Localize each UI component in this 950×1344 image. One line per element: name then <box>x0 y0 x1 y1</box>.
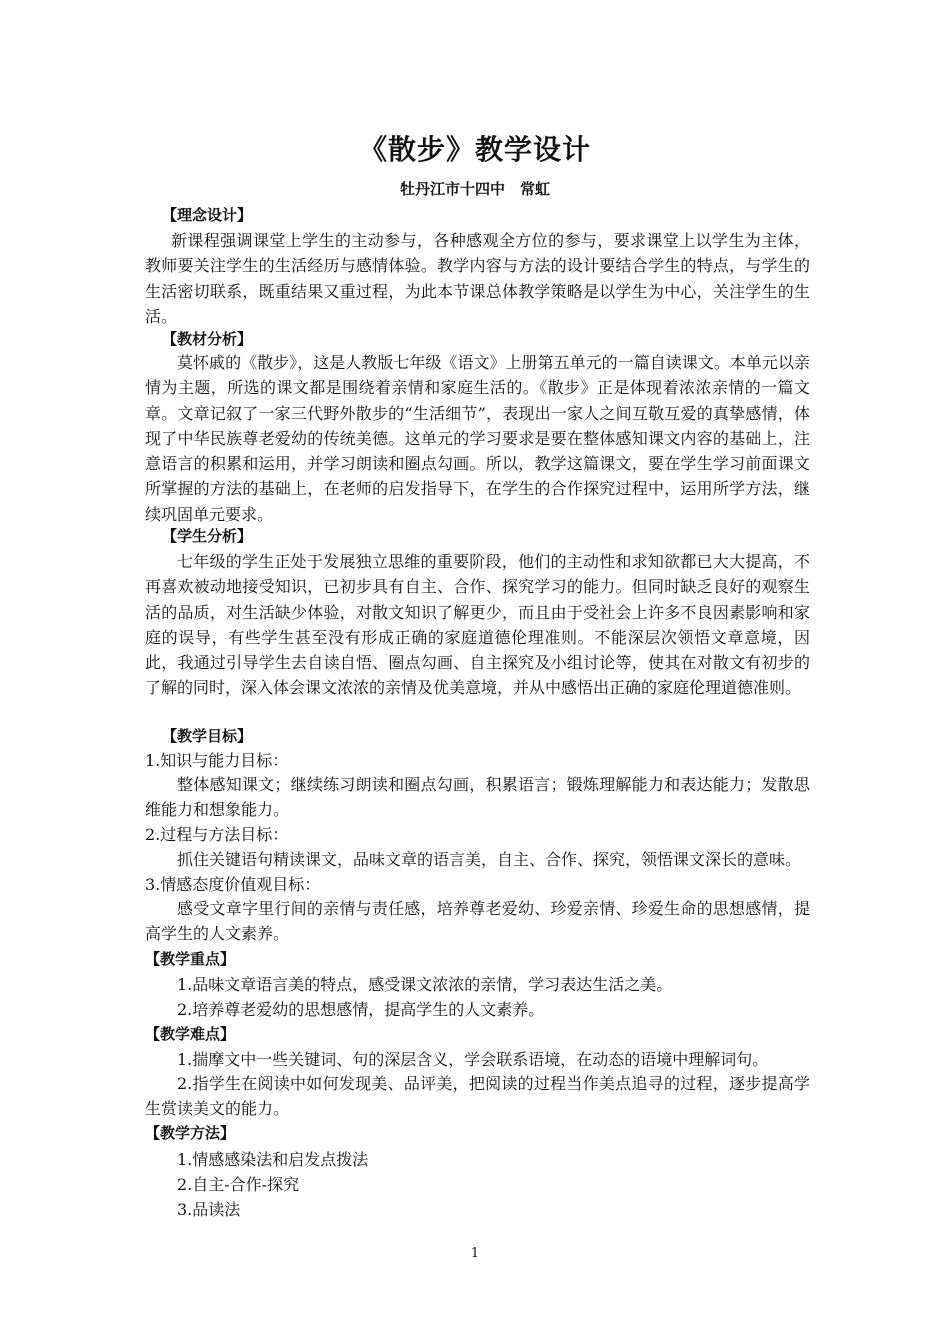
method-1: 1.情感感染法和启发点拨法 <box>177 1150 369 1169</box>
paragraph-textbook: 莫怀戚的《散步》，这是人教版七年级《语文》上册第五单元的一篇自读课文。本单元以亲情为主题，所选的课文都是围绕着亲情和家庭生活的。《散步》正是体现着浓浓亲情的一篇文章。文章记叙了一家三代野外散步的“生活细节”，表现出一家人之间互敬互爱的真挚感情，体现了中华民族尊老爱幼的传统美德。这单元的学习要求是要在整体感知课文内容的基础上，注意语言的积累和运用，并学习朗读和圈点勾画。所以，教学这篇课文，要在学生学习前面课文所掌握的方法的基础上，在老师的启发指导下，在学生的合作探究过程中，运用所学方法，继续巩固单元要求。 <box>145 353 810 524</box>
document-author: 牡丹江市十四中 常虹 <box>399 180 550 198</box>
goal-1-body: 整体感知课文；继续练习朗读和圈点勾画，积累语言；锻炼理解能力和表达能力；发散思维能力和想象能力。 <box>145 775 810 820</box>
method-3: 3.品读法 <box>177 1200 241 1219</box>
difficulty-1: 1.揣摩文中一些关键词、句的深层含义，学会联系语境，在动态的语境中理解词句。 <box>177 1050 769 1069</box>
goal-1-label: 1.知识与能力目标： <box>145 751 289 770</box>
section-heading-goals: 【教学目标】 <box>162 727 253 745</box>
document-title: 《散步》教学设计 <box>358 133 591 166</box>
goal-2-label: 2.过程与方法目标： <box>145 825 289 844</box>
goal-3-label: 3.情感态度价值观目标： <box>145 875 321 894</box>
section-heading-textbook: 【教材分析】 <box>162 330 253 348</box>
paragraph-students: 七年级的学生正处于发展独立思维的重要阶段，他们的主动性和求知欲都已大大提高，不再喜欢被动地接受知识，已初步具有自主、合作、探究学习的能力。但同时缺乏良好的观察生活的品质，对生活缺少体验，对散文知识了解更少，而且由于受社会上许多不良因素影响和家庭的误导，有些学生甚至没有形成正确的家庭道德伦理准则。不能深层次领悟文章意境，因此，我通过引导学生去自读自悟、圈点勾画、自主探究及小组讨论等，使其在对散文有初步的了解的同时，深入体会课文浓浓的亲情及优美意境，并从中感悟出正确的家庭伦理道德准则。 <box>145 552 810 698</box>
keypoint-2: 2.培养尊老爱幼的思想感情，提高学生的人文素养。 <box>177 1000 545 1019</box>
method-2: 2.自主-合作-探究 <box>177 1175 300 1194</box>
section-heading-keypoints: 【教学重点】 <box>145 950 236 968</box>
goal-2-body: 抓住关键语句精读课文，品味文章的语言美，自主、合作、探究，领悟课文深长的意味。 <box>177 850 802 869</box>
difficulty-2: 2.指学生在阅读中如何发现美、品评美，把阅读的过程当作美点追寻的过程，逐步提高学生赏读美文的能力。 <box>145 1074 810 1119</box>
section-heading-concept: 【理念设计】 <box>162 206 253 224</box>
section-heading-difficulties: 【教学难点】 <box>145 1025 236 1043</box>
paragraph-concept: 新课程强调课堂上学生的主动参与，各种感观全方位的参与，要求课堂上以学生为主体，教师要关注学生的生活经历与感情体验。教学内容与方法的设计要结合学生的特点，与学生的生活密切联系，既重结果又重过程，为此本节课总体教学策略是以学生为中心，关注学生的生活。 <box>145 231 810 326</box>
goal-3-body: 感受文章字里行间的亲情与责任感，培养尊老爱幼、珍爱亲情、珍爱生命的思想感情，提高学生的人文素养。 <box>145 899 810 944</box>
section-heading-students: 【学生分析】 <box>162 527 253 545</box>
section-heading-methods: 【教学方法】 <box>145 1124 236 1142</box>
keypoint-1: 1.品味文章语言美的特点，感受课文浓浓的亲情，学习表达生活之美。 <box>177 975 673 994</box>
page-number: 1 <box>470 1246 480 1261</box>
